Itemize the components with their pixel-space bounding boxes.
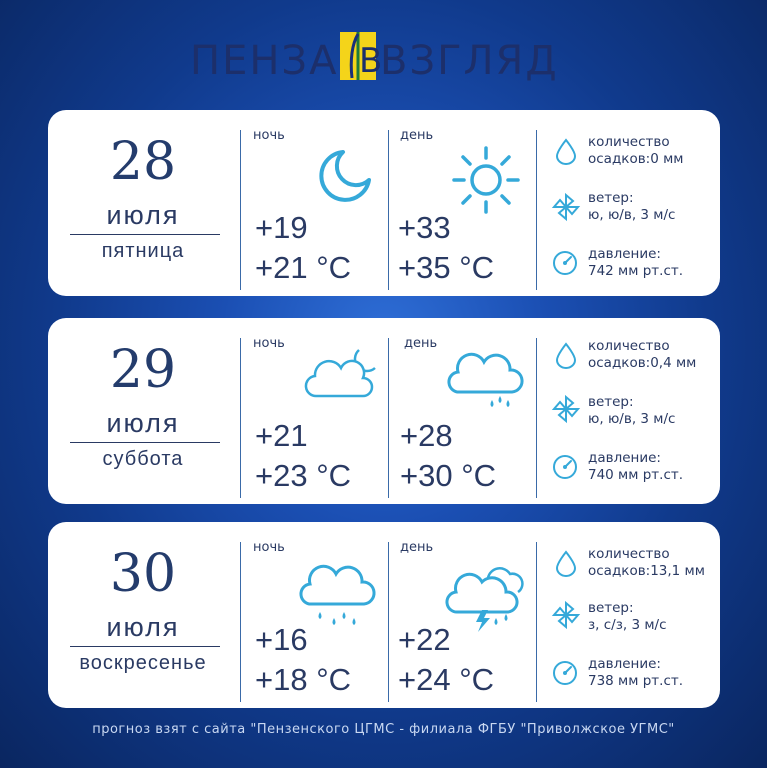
day-label: день <box>400 128 434 143</box>
date-block <box>48 522 238 708</box>
date-block <box>48 110 238 296</box>
cloud-rain-icon <box>300 558 378 634</box>
night-temp-min: +21 <box>255 418 308 453</box>
brand-name-right: ВЗГЛЯД <box>380 38 559 84</box>
day-label: день <box>404 336 438 351</box>
gauge-icon <box>552 454 578 480</box>
cloud-rain-icon <box>448 346 526 418</box>
day-temp-max: +24 °C <box>398 662 494 697</box>
night-temp-max: +23 °C <box>255 458 351 493</box>
weekday-name: пятница <box>101 240 185 262</box>
raindrop-icon <box>553 550 579 576</box>
source-footnote: прогноз взят с сайта "Пензенского ЦГМС - филиала ФГБУ "Приволжское УГМС" <box>92 722 675 737</box>
forecast-card-day2 <box>48 318 720 504</box>
precip-info: количество осадков:13,1 мм <box>588 546 705 579</box>
wind-info: ветер: ю, ю/в, 3 м/с <box>588 394 676 427</box>
header <box>0 28 767 90</box>
day-number: 29 <box>109 340 177 400</box>
column-divider <box>388 130 389 290</box>
column-divider <box>240 130 241 290</box>
column-divider <box>240 542 241 702</box>
day-number: 30 <box>109 544 177 604</box>
wind-info: ветер: ю, ю/в, 3 м/с <box>588 190 676 223</box>
precip-info: количество осадков:0 мм <box>588 134 684 167</box>
svg-text:В: В <box>359 41 383 81</box>
pressure-info: давление: 740 мм рт.ст. <box>588 450 684 483</box>
day-temp-min: +33 <box>398 210 451 245</box>
brand-name-left: ПЕНЗА <box>190 38 339 84</box>
precip-info: количество осадков:0,4 мм <box>588 338 697 371</box>
logo-icon <box>338 30 383 82</box>
day-temp-max: +30 °C <box>400 458 496 493</box>
night-temp-min: +16 <box>255 622 308 657</box>
moon-icon <box>313 146 373 206</box>
date-divider <box>70 234 220 235</box>
day-label: день <box>400 540 434 555</box>
day-temp-max: +35 °C <box>398 250 494 285</box>
day-number: 28 <box>109 132 177 192</box>
weekday-name: суббота <box>102 448 184 470</box>
forecast-card-day3 <box>48 522 720 708</box>
pressure-info: давление: 738 мм рт.ст. <box>588 656 684 689</box>
night-label: ночь <box>253 128 285 143</box>
night-temp-max: +18 °C <box>255 662 351 697</box>
column-divider <box>536 130 537 290</box>
raindrop-icon <box>553 342 579 368</box>
day-temp-min: +22 <box>398 622 451 657</box>
sun-icon <box>450 144 522 216</box>
column-divider <box>388 338 389 498</box>
column-divider <box>536 338 537 498</box>
wind-icon <box>551 600 581 630</box>
wind-info: ветер: з, с/з, 3 м/с <box>588 600 667 633</box>
night-label: ночь <box>253 336 285 351</box>
night-temp-min: +19 <box>255 210 308 245</box>
date-divider <box>70 646 220 647</box>
night-temp-max: +21 °C <box>255 250 351 285</box>
column-divider <box>388 542 389 702</box>
raindrop-icon <box>553 138 579 164</box>
weekday-name: воскресенье <box>79 652 207 674</box>
wind-icon <box>551 192 581 222</box>
night-label: ночь <box>253 540 285 555</box>
column-divider <box>240 338 241 498</box>
day-temp-min: +28 <box>400 418 453 453</box>
gauge-icon <box>552 250 578 276</box>
month-name: июля <box>106 612 180 642</box>
column-divider <box>536 542 537 702</box>
forecast-card-day1 <box>48 110 720 296</box>
month-name: июля <box>106 200 180 230</box>
date-divider <box>70 442 220 443</box>
gauge-icon <box>552 660 578 686</box>
cloud-moon-icon <box>303 344 383 404</box>
month-name: июля <box>106 408 180 438</box>
pressure-info: давление: 742 мм рт.ст. <box>588 246 684 279</box>
wind-icon <box>551 394 581 424</box>
cloud-thunder-icon <box>448 552 526 636</box>
date-block <box>48 318 238 504</box>
